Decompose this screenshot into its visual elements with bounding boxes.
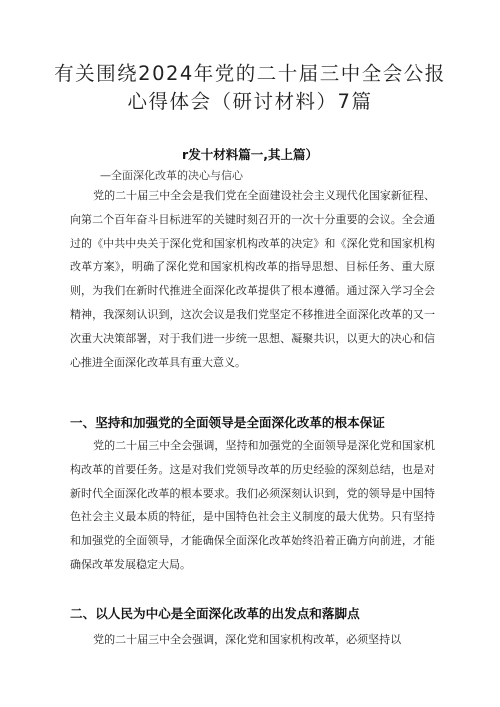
paragraph-section-1: 党的二十届三中全会强调，坚持和加强党的全面领导是深化党和国家机构改革的首要任务。这是对我们党领导改革的历史经验的深刻总结，也是对新时代全面深化改革的根本要求。我们必须深刻认识到，党的领导是中国特色社会主义最本质的特征，是中国特色社会主义制度的最大优势。只有坚持和加强党的全面领导，才能确保全面深化改革始终沿着正确方向前进，才能确保改革发展稳定大局。: [70, 439, 435, 571]
lead-line: —全面深化改革的决心与信心: [100, 169, 243, 182]
section-subtitle: r发十材料篇一,其上篇）: [182, 147, 318, 162]
document-title: [40, 60, 460, 116]
title-line-1: 有关围绕2024年党的二十届三中全会公报: [54, 62, 446, 85]
title-line-2: 心得体会（研讨材料）7篇: [127, 90, 373, 113]
section-heading-1: 一、坚持和加强党的全面领导是全面深化改革的根本保证: [70, 415, 385, 430]
section-heading-2: 二、以人民为中心是全面深化改革的出发点和落脚点: [70, 606, 360, 621]
paragraph-section-2: 党的二十届三中全会强调，深化党和国家机构改革，必须坚持以: [93, 633, 402, 646]
paragraph-intro: 党的二十届三中全会是我们党在全面建设社会主义现代化国家新征程、向第二个百年奋斗目标进军的关键时刻召开的一次十分重要的会议。全会通过的《中共中央关于深化党和国家机构改革的决定》和《深化党和国家机构改革方案》，明确了深化党和国家机构改革的指导思想、目标任务、重大原则，为我们在新时代推进全面深化改革提供了根本遵循。通过深入学习全会精神，我深刻认识到，这次会议是我们党坚定不移推进全面深化改革的又一次重大决策部署，对于我们进一步统一思想、凝聚共识，以更大的决心和信心推进全面深化改革具有重大意义。: [70, 189, 435, 369]
